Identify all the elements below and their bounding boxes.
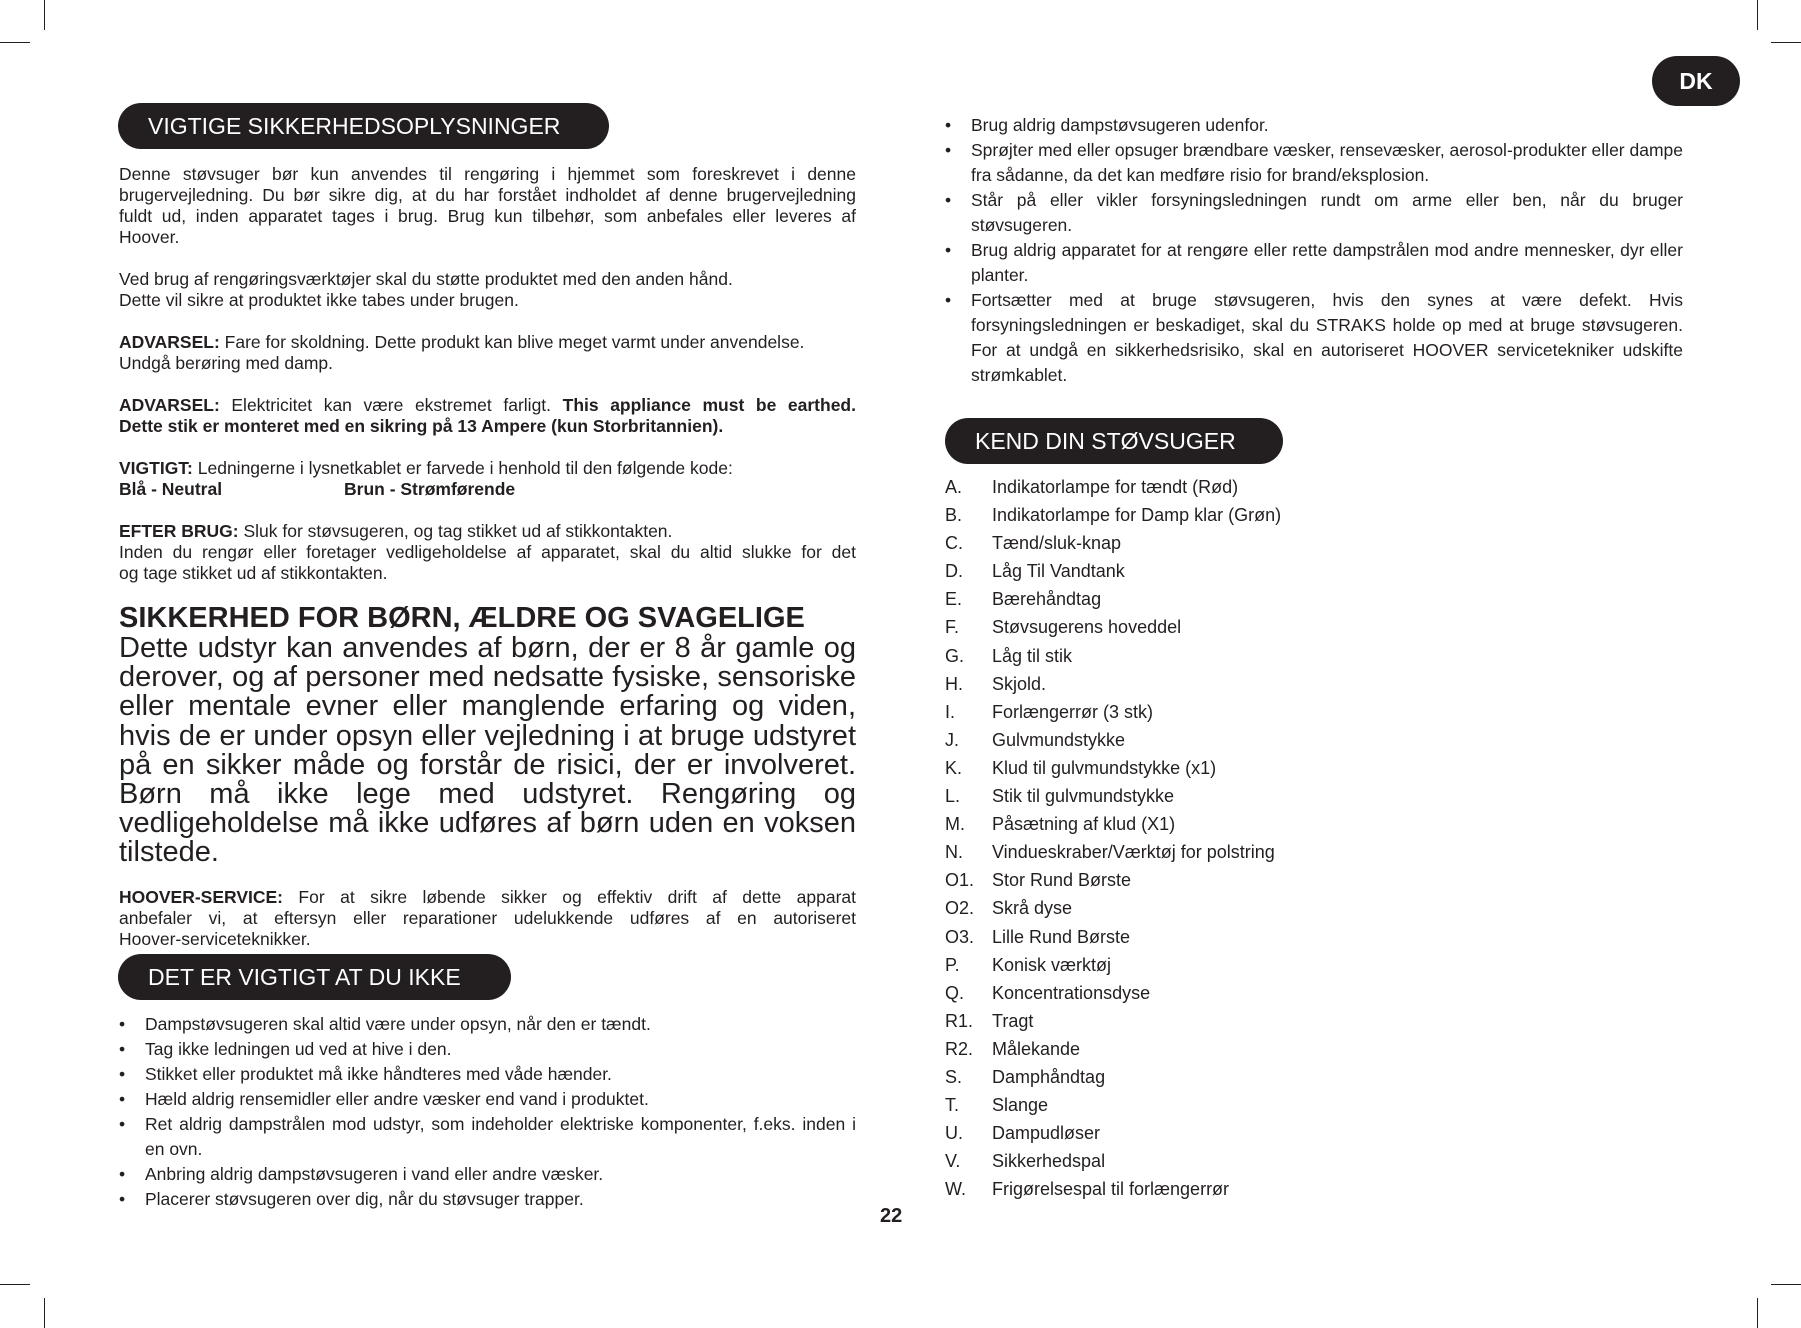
wire-code-live: Brun - Strømførende: [344, 479, 516, 499]
service-paragraph: [119, 887, 856, 950]
warning-text: Undgå berøring med damp.: [119, 353, 333, 373]
part-item: B. Indikatorlampe for Damp klar (Grøn): [945, 505, 1282, 526]
list-item: • Dampstøvsugeren skal altid være under opsyn, når den er tændt.: [119, 1014, 651, 1034]
page-number: 22: [880, 1205, 903, 1227]
service-text: anbefaler vi, at eftersyn eller reparationer udelukkende udføres af en autoriseret: [119, 907, 856, 928]
warning-label: ADVARSEL:: [119, 395, 220, 415]
crop-mark: [44, 0, 45, 30]
children-line: ikke udføres af børn uden en voksen tilstede.: [119, 807, 856, 869]
part-item: U. Dampudløser: [945, 1123, 1101, 1144]
crop-mark: [1757, 1298, 1758, 1328]
part-item: D. Låg Til Vandtank: [945, 561, 1125, 582]
crop-mark: [1757, 0, 1758, 30]
safety-header: VIGTIGE SIKKERHEDSOPLYSNINGER: [118, 103, 609, 149]
warning-text: Fare for skoldning. Dette produkt kan blive meget varmt under anvendelse.: [219, 332, 805, 352]
part-item: Q. Koncentrationsdyse: [945, 982, 1151, 1003]
part-item: J. Gulvmundstykke: [945, 729, 1126, 750]
support-line: Dette vil sikre at produktet ikke tabes under brugen.: [119, 290, 519, 310]
crop-mark: [0, 42, 30, 43]
important-label: VIGTIGT:: [119, 458, 193, 478]
part-item: T. Slange: [945, 1095, 1049, 1116]
part-item: K. Klud til gulvmundstykke (x1): [945, 757, 1217, 778]
part-item: S. Damphåndtag: [945, 1066, 1106, 1087]
children-line: derover, og af personer med nedsatte fysiske, sensoriske: [119, 661, 856, 694]
children-safety-text: [119, 634, 856, 868]
part-item: R1. Tragt: [945, 1010, 1034, 1031]
important-paragraph: [119, 458, 856, 500]
children-line: de er under opsyn eller vejledning i at bruge udstyret på en: [119, 719, 856, 781]
support-line: Ved brug af rengøringsværktøjer skal du støtte produktet med den anden hånd.: [119, 269, 733, 289]
list-item: • Fortsætter med at bruge støvsugeren, hvis den synes at være defekt. Hvis forsyningsledningen er beskadiget, skal du STRAKS holde op med at bruge støvsugeren. For at undgå en sikkerhedsrisiko, skal en autoriseret HOOVER servicetekniker udskifte strømkablet.: [945, 290, 1683, 385]
warning-bold-text: Dette stik er monteret med en sikring på 13 Ampere (kun Storbritannien).: [119, 416, 724, 436]
part-item: O2. Skrå dyse: [945, 898, 1073, 919]
crop-mark: [1771, 42, 1801, 43]
children-line: eller mentale evner eller manglende erfaring og viden, hvis: [119, 690, 856, 752]
part-item: H. Skjold.: [945, 673, 1047, 694]
important-text: Ledningerne i lysnetkablet er farvede i henhold til den følgende kode:: [192, 458, 733, 478]
parts-list: [945, 473, 1281, 1203]
intro-line: fuldt ud, inden apparatet tages i brug. Brug kun tilbehør, som anbefales eller leveres af: [119, 206, 856, 226]
children-line: ikke lege med udstyret. Rengøring og vedligeholdelse må: [119, 778, 856, 840]
part-item: M. Påsætning af klud (X1): [945, 814, 1176, 835]
warning-scald-paragraph: [119, 332, 856, 374]
donts-list: [119, 1012, 856, 1212]
crop-mark: [44, 1298, 45, 1328]
warning-electric-paragraph: [119, 395, 856, 437]
part-item: C. Tænd/sluk-knap: [945, 533, 1122, 554]
after-use-text: Inden du rengør eller foretager vedligeholdelse af apparatet, skal du altid slukke for det: [119, 542, 856, 562]
intro-line: Hoover.: [119, 227, 180, 247]
left-column: [119, 164, 856, 971]
after-use-paragraph: [119, 521, 856, 584]
children-safety-title: SIKKERHED FOR BØRN, ÆLDRE OG SVAGELIGE: [119, 602, 805, 634]
list-item: • Sprøjter med eller opsuger brændbare væsker, rensevæsker, aerosol-produkter eller dampe fra sådanne, da det kan medføre risio for brand/eksplosion.: [945, 140, 1683, 185]
part-item: L. Stik til gulvmundstykke: [945, 786, 1175, 807]
part-item: O3. Lille Rund Børste: [945, 926, 1131, 947]
service-label: HOOVER-SERVICE:: [119, 886, 284, 907]
donts-continued-list: [945, 113, 1683, 388]
list-item: • Står på eller vikler forsyningsledningen rundt om arme eller ben, når du bruger støvsugeren.: [945, 190, 1683, 235]
part-item: I. Forlængerrør (3 stk): [945, 701, 1154, 722]
part-item: V. Sikkerhedspal: [945, 1151, 1106, 1172]
support-paragraph: [119, 269, 856, 311]
part-item: E. Bærehåndtag: [945, 589, 1102, 610]
crop-mark: [0, 1284, 30, 1285]
service-text: Hoover-serviceteknikker.: [119, 928, 311, 949]
know-header: KEND DIN STØVSUGER: [945, 418, 1283, 464]
list-item: • Placerer støvsugeren over dig, når du støvsuger trapper.: [119, 1189, 584, 1209]
warning-bold-text: This appliance must be earthed.: [562, 395, 856, 415]
part-item: G. Låg til stik: [945, 645, 1073, 666]
intro-paragraph: [119, 164, 856, 248]
list-item: • Tag ikke ledningen ud ved at hive i den.: [119, 1039, 452, 1059]
part-item: R2. Målekande: [945, 1038, 1081, 1059]
wire-code-neutral: Blå - Neutral: [119, 479, 223, 499]
list-item: • Stikket eller produktet må ikke håndteres med våde hænder.: [119, 1064, 612, 1084]
part-item: W. Frigørelsespal til forlængerrør: [945, 1179, 1230, 1200]
children-line: Dette udstyr kan anvendes af børn, der er 8 år gamle og: [119, 632, 856, 664]
after-use-text: Sluk for støvsugeren, og tag stikket ud af stikkontakten.: [238, 521, 673, 541]
language-badge: DK: [1652, 56, 1740, 106]
list-item: • Brug aldrig apparatet for at rengøre eller rette dampstrålen mod andre mennesker, dyr eller planter.: [945, 240, 1683, 285]
list-item: • Ret aldrig dampstrålen mod udstyr, som indeholder elektriske komponenter, f.eks. inden i en ovn.: [119, 1114, 856, 1159]
part-item: O1. Stor Rund Børste: [945, 870, 1132, 891]
donts-header: DET ER VIGTIGT AT DU IKKE: [118, 954, 511, 1000]
part-item: F. Støvsugerens hoveddel: [945, 617, 1182, 638]
service-text: For at sikre løbende sikker og effektiv drift af dette apparat: [283, 886, 856, 907]
children-line: sikker måde og forstår de risici, der er involveret. Børn må: [119, 748, 857, 811]
intro-line: Denne støvsuger bør kun anvendes til rengøring i hjemmet som foreskrevet i denne: [119, 164, 856, 184]
after-use-text: og tage stikket ud af stikkontakten.: [119, 563, 388, 583]
part-item: N. Vindueskraber/Værktøj for polstring: [945, 842, 1275, 863]
list-item: • Anbring aldrig dampstøvsugeren i vand eller andre væsker.: [119, 1164, 604, 1184]
list-item: • Brug aldrig dampstøvsugeren udenfor.: [945, 115, 1269, 135]
list-item: • Hæld aldrig rensemidler eller andre væsker end vand i produktet.: [119, 1089, 649, 1109]
intro-line: brugervejledning. Du bør sikre dig, at du har forstået indholdet af denne brugervejledning: [119, 185, 856, 205]
crop-mark: [1771, 1284, 1801, 1285]
part-item: A. Indikatorlampe for tændt (Rød): [945, 477, 1239, 497]
after-use-label: EFTER BRUG:: [119, 521, 239, 541]
warning-text: Elektricitet kan være ekstremet farligt.: [219, 395, 563, 415]
part-item: P. Konisk værktøj: [945, 954, 1112, 975]
warning-label: ADVARSEL:: [119, 332, 220, 352]
